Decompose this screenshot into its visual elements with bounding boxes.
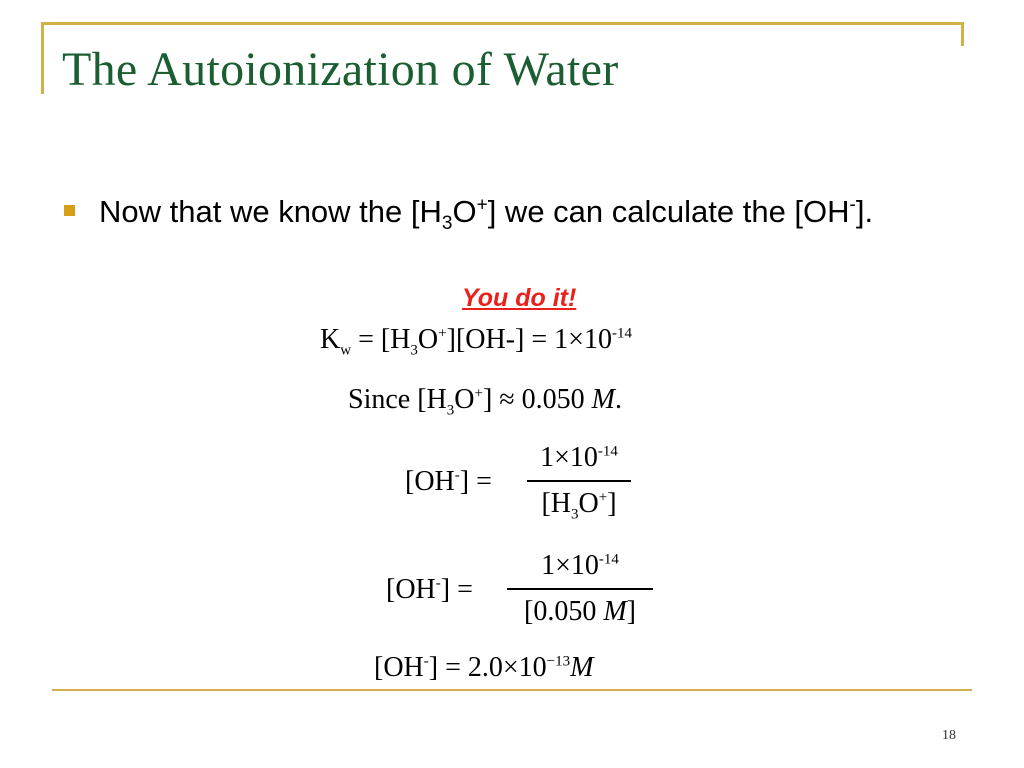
frac1-numerator — [527, 440, 631, 476]
eq-text: . — [615, 384, 622, 415]
bullet-text-part: Now that we know the [H — [99, 194, 442, 229]
bullet-text-part: O — [452, 194, 477, 229]
eq-text: [OH — [374, 652, 424, 683]
frame-right-rule — [961, 22, 964, 46]
superscript: -14 — [611, 325, 632, 342]
frac2-numerator — [507, 548, 653, 584]
bullet-text-part: ]. — [855, 194, 874, 229]
superscript: - — [423, 653, 429, 670]
eq-text: ] ≈ 0.050 — [482, 384, 592, 415]
frac2-lhs — [386, 574, 473, 606]
eq-text: ] — [607, 488, 617, 519]
molar-unit: M — [603, 596, 627, 627]
frame-left-rule — [41, 22, 44, 94]
eq-text: ] = — [459, 466, 492, 497]
eq-text: 1×10 — [540, 442, 598, 473]
bullet-text-part: ] we can calculate the [OH — [487, 194, 850, 229]
eq-text: = [H — [351, 324, 411, 355]
superscript: - — [454, 467, 460, 484]
superscript: - — [435, 575, 441, 592]
superscript: + — [598, 489, 608, 506]
frac1-lhs — [405, 466, 492, 498]
molar-unit: M — [591, 384, 615, 415]
molar-unit: M — [570, 652, 594, 683]
eq-text: ] = 2.0×10 — [428, 652, 547, 683]
fraction-bar — [507, 588, 653, 590]
superscript: + — [438, 325, 447, 342]
eq-text: [OH — [386, 574, 436, 605]
frac1-denominator — [527, 486, 631, 522]
superscript: -14 — [598, 551, 619, 568]
eq-text: 1×10 — [541, 550, 599, 581]
bullet-text — [99, 190, 939, 234]
eq-text: O — [578, 488, 599, 519]
page-number: 18 — [942, 728, 956, 743]
bullet-square-icon — [64, 205, 75, 216]
subscript: 3 — [441, 213, 453, 235]
eq-text: K — [320, 324, 341, 355]
superscript: + — [476, 194, 488, 216]
slide-title: The Autoionization of Water — [62, 43, 619, 96]
eq-text: ] — [626, 596, 636, 627]
eq-text: ][OH-] = 1×10 — [446, 324, 612, 355]
frac1-fraction — [527, 440, 631, 522]
subscript: 3 — [410, 342, 418, 359]
superscript: -14 — [597, 443, 618, 460]
frac2-fraction — [507, 548, 653, 630]
footer-rule — [52, 689, 972, 691]
eq-text: [H — [541, 488, 571, 519]
eq-text: O — [454, 384, 475, 415]
eq-text: [0.050 — [524, 596, 604, 627]
subscript: 3 — [446, 402, 455, 419]
superscript: −13 — [546, 653, 571, 670]
result-equation — [374, 652, 593, 684]
superscript: + — [474, 385, 483, 402]
since-equation — [348, 384, 622, 419]
eq-text: [OH — [405, 466, 455, 497]
superscript: - — [849, 194, 856, 216]
frame-top-rule — [41, 22, 963, 25]
you-do-it-callout: You do it! — [462, 284, 577, 312]
fraction-bar — [527, 480, 631, 482]
kw-equation — [320, 324, 632, 359]
eq-text: Since [H — [348, 384, 447, 415]
subscript: w — [340, 342, 352, 359]
subscript: 3 — [571, 506, 579, 523]
eq-text: ] = — [440, 574, 473, 605]
frac2-denominator — [507, 594, 653, 630]
eq-text: O — [417, 324, 439, 355]
